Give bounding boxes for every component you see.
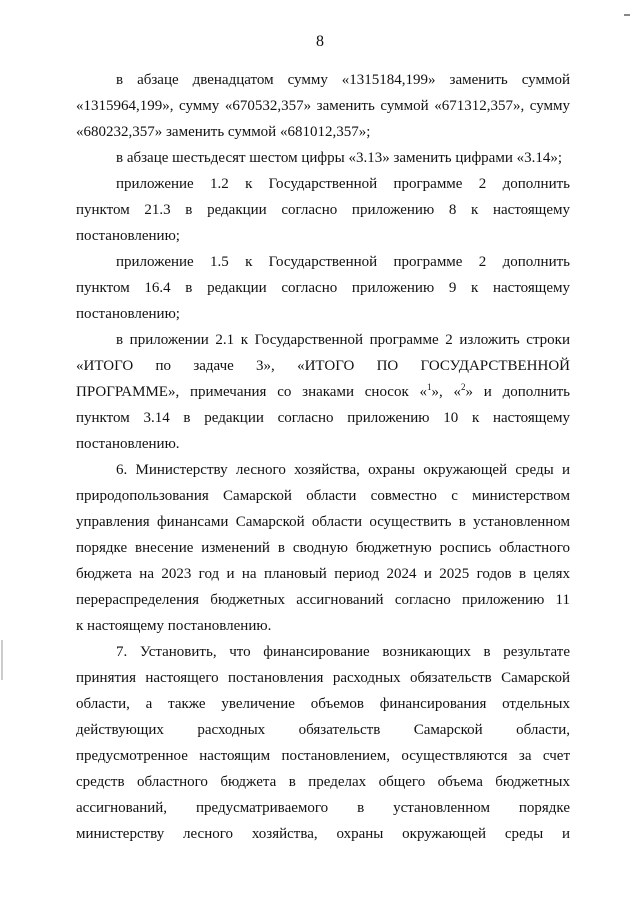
- text-line: в абзаце двенадцатом сумму «1315184,199» заменить суммой: [116, 72, 570, 88]
- text-line: пунктом 16.4 в редакции согласно приложению 9 к настоящему: [76, 280, 570, 296]
- text-line: «680232,357» заменить суммой «681012,357»;: [76, 124, 371, 140]
- text-line: к настоящему постановлению.: [76, 618, 272, 634]
- paragraph-item-6: [76, 457, 570, 639]
- text-line: постановлению;: [76, 306, 180, 322]
- paragraph-appendix-1-5: [76, 249, 570, 327]
- paragraph-amendment-sums: [76, 67, 570, 145]
- text-line: пунктом 21.3 в редакции согласно приложению 8 к настоящему: [76, 202, 570, 218]
- text-line: в абзаце шестьдесят шестом цифры «3.13» заменить цифрами «3.14»;: [116, 150, 563, 166]
- text-line: министерству лесного хозяйства, охраны окружающей среды и: [76, 826, 570, 842]
- text-line: предусмотренное настоящим постановлением, осуществляются за счет: [76, 748, 570, 764]
- text-line: постановлению;: [76, 228, 180, 244]
- footnote-text-before: ПРОГРАММЕ», примечания со знаками сносок «: [76, 384, 428, 400]
- text-line: бюджета на 2023 год и на плановый период 2024 и 2025 годов в целях: [76, 566, 570, 582]
- document-body: [76, 67, 570, 847]
- scan-mark: [624, 14, 630, 16]
- text-line: «1315964,199», сумму «670532,357» заменить суммой «671312,357», сумму: [76, 98, 570, 114]
- text-line: средств областного бюджета в пределах общего объема бюджетных: [76, 774, 570, 790]
- text-line: приложение 1.2 к Государственной программе 2 дополнить: [116, 176, 570, 192]
- paragraph-appendix-1-2: [76, 171, 570, 249]
- text-line: в приложении 2.1 к Государственной программе 2 изложить строки: [116, 332, 570, 348]
- paragraph-item-7: [76, 639, 570, 847]
- text-line-footnotes: [76, 379, 570, 405]
- text-line: 6. Министерству лесного хозяйства, охраны окружающей среды и: [116, 462, 570, 478]
- text-line: «ИТОГО по задаче 3», «ИТОГО ПО ГОСУДАРСТВЕННОЙ: [76, 358, 570, 374]
- text-line: природопользования Самарской области совместно с министерством: [76, 488, 570, 504]
- footnote-text-after: » и дополнить: [465, 384, 570, 400]
- text-line: управления финансами Самарской области осуществить в установленном: [76, 514, 570, 530]
- text-line: действующих расходных обязательств Самарской области,: [76, 722, 570, 738]
- scan-margin-mark: [1, 640, 3, 680]
- text-line: перераспределения бюджетных ассигнований согласно приложению 11: [76, 592, 570, 608]
- text-line: постановлению.: [76, 436, 180, 452]
- paragraph-appendix-2-1: [76, 327, 570, 457]
- text-line: области, а также увеличение объемов финансирования отдельных: [76, 696, 570, 712]
- text-line: ассигнований, предусматриваемого в установленном порядке: [76, 800, 570, 816]
- text-line: пунктом 3.14 в редакции согласно приложению 10 к настоящему: [76, 410, 570, 426]
- footnote-mark-1: 1: [427, 382, 432, 392]
- text-line: порядке внесение изменений в сводную бюджетную роспись областного: [76, 540, 570, 556]
- paragraph-amendment-digits: [76, 145, 570, 171]
- footnote-mark-2: 2: [461, 382, 466, 392]
- text-line: принятия настоящего постановления расходных обязательств Самарской: [76, 670, 570, 686]
- text-line: 7. Установить, что финансирование возникающих в результате: [116, 644, 570, 660]
- footnote-text-middle: », «: [431, 384, 462, 400]
- text-line: приложение 1.5 к Государственной программе 2 дополнить: [116, 254, 570, 270]
- page-number: 8: [316, 33, 324, 50]
